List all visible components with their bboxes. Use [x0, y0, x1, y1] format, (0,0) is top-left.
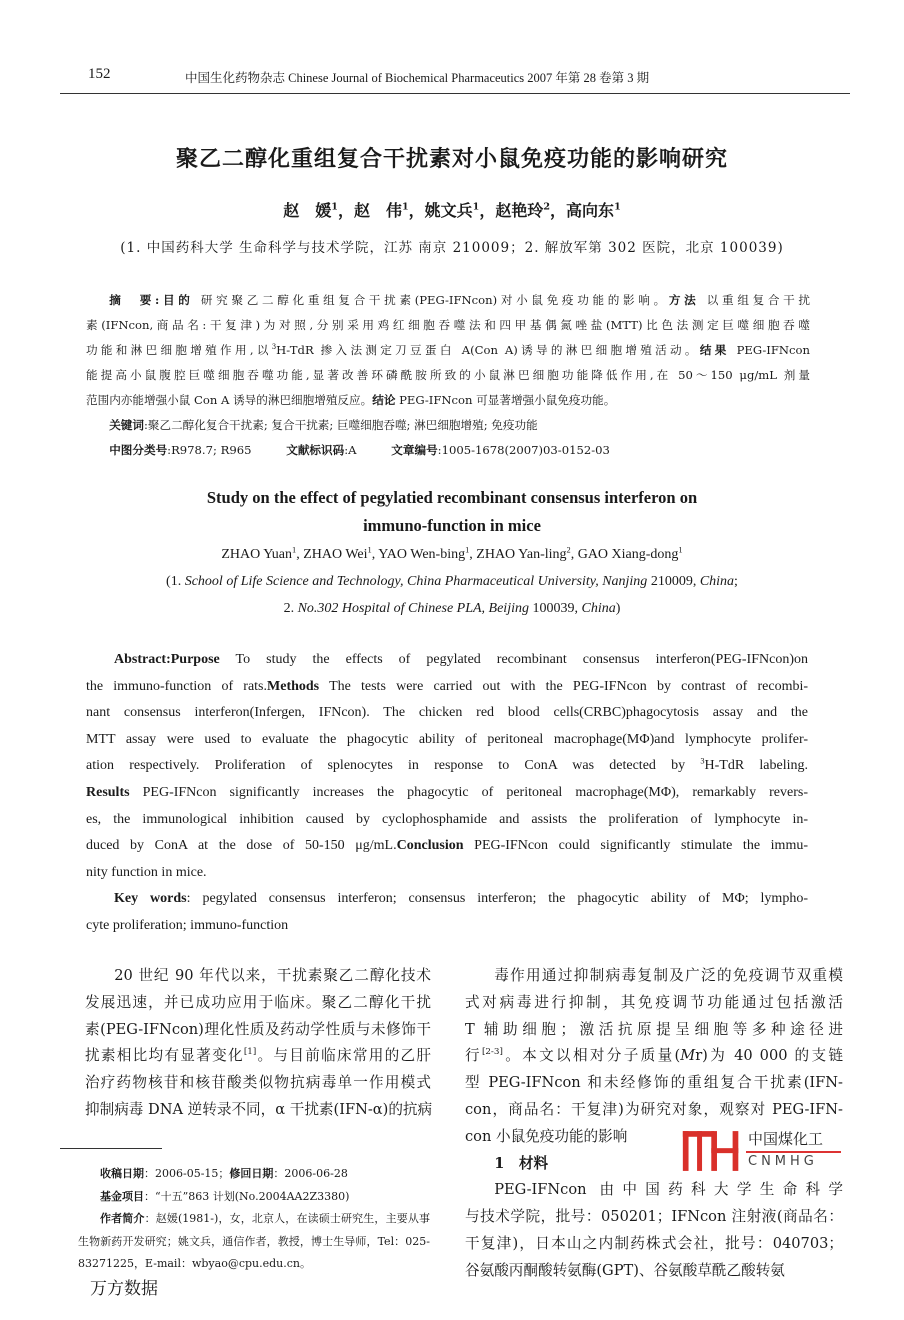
text-run: ;	[734, 574, 738, 589]
text-run: 扰素相比均有显著变化	[85, 1047, 244, 1065]
text-line	[465, 1231, 843, 1258]
text-run: , ZHAO Yan-ling	[469, 547, 567, 562]
text-run: School of Life Science and Technology, China Pharmaceutical University, Nanjing	[184, 574, 648, 589]
text-run: )	[615, 601, 621, 616]
text-run: 素(PEG-IFNcon)理化性质及药动学性质与未修饰干	[85, 1020, 431, 1038]
text-run: , ZHAO Wei	[296, 547, 368, 562]
text-line	[85, 963, 431, 990]
text-run: con 小鼠免疫功能的影响	[465, 1127, 628, 1145]
text-run: 83271225，E-mail：wbyao@cpu.edu.cn。	[78, 1257, 311, 1271]
logo-text-cn: 中国煤化工	[748, 1130, 824, 1148]
text-run: ation respectively. Proliferation of splenocytes in response to ConA was detected by	[86, 758, 701, 774]
text-run: 1	[614, 201, 621, 213]
text-run: :1005-1678(2007)03-0152-03	[437, 443, 610, 457]
text-run: China	[581, 601, 616, 616]
text-run: 修回日期	[229, 1167, 274, 1180]
text-run: 100039,	[528, 601, 582, 616]
paragraph	[465, 1177, 843, 1284]
text-run: r)为 40 000 的支链	[695, 1047, 843, 1065]
text-run: nant consensus interferon(Infergen, IFNcon). The chicken red blood cells(CRBC)phagocytosis assay and the	[86, 705, 808, 721]
text-line	[86, 413, 810, 438]
text-run: [2-3]	[481, 1047, 503, 1058]
text-run: 以重组复合干扰	[699, 293, 811, 307]
text-run: Methods	[267, 678, 320, 694]
text-run: 1	[292, 545, 297, 555]
text-run: , YAO Wen-bing	[371, 547, 466, 562]
text-run: 素(IFNcon,商品名:干复津)为对照,分别采用鸡红细胞吞噬法和四甲基偶氮唑盐(MTT)比色法测定巨噬细胞吞噬	[86, 318, 810, 332]
text-run: Conclusion	[396, 838, 464, 854]
text-run: cyte proliferation; immuno-function	[86, 917, 289, 933]
text-run: 收稿日期	[100, 1167, 144, 1180]
text-run: H-TdR labeling.	[704, 758, 809, 774]
text-run: 治疗药物核苷和核苷酸类似物抗病毒单一作用模式	[85, 1074, 431, 1092]
text-run: PEG-IFNcon	[729, 343, 810, 357]
logo-text-en: CNMHG	[748, 1154, 818, 1169]
footnotes	[78, 1163, 430, 1276]
text-run: 作者简介	[100, 1212, 145, 1226]
text-run: 范围内亦能增强小鼠 Con A 诱导的淋巴细胞增殖反应。	[86, 393, 373, 407]
text-line	[86, 313, 810, 338]
paragraph	[78, 1208, 430, 1276]
text-run: Results	[86, 784, 130, 800]
text-line	[86, 886, 808, 913]
text-run: T 辅助细胞；激活抗原提呈细胞等多种途径进	[465, 1020, 843, 1038]
text-line	[86, 674, 808, 701]
text-run: :聚乙二醇化复合干扰素; 复合干扰素; 巨噬细胞吞噬; 淋巴细胞增殖; 免疫功能	[143, 418, 538, 432]
english-authors-affiliations	[0, 541, 904, 622]
text-line	[465, 1258, 843, 1285]
english-title	[0, 484, 904, 540]
text-run: 型 PEG-IFNcon 和未经修饰的重组复合干扰素(IFN-	[465, 1074, 843, 1092]
text-line	[465, 1204, 843, 1231]
text-line	[86, 780, 808, 807]
text-line	[85, 990, 431, 1017]
paragraph	[86, 413, 810, 438]
text-run: [1]	[243, 1047, 257, 1058]
text-line	[85, 1097, 431, 1124]
text-line	[0, 568, 904, 595]
text-run: the immuno-function of rats.	[86, 678, 268, 694]
text-run: ：赵媛(1981-)，女，北京人，在读硕士研究生，主要从事	[144, 1212, 431, 1226]
body-column-right	[465, 963, 843, 1285]
text-line	[0, 484, 904, 512]
text-run: , GAO Xiang-dong	[570, 547, 679, 562]
text-run: 干复津)，日本山之内制药株式会社，批号：040703；	[465, 1234, 843, 1252]
text-line	[86, 363, 810, 388]
mh-logo-icon	[680, 1128, 744, 1174]
paragraph	[465, 963, 843, 1151]
text-run: To study the effects of pegylated recombinant consensus interferon(PEG-IFNcon)on	[219, 652, 808, 667]
text-line	[86, 913, 808, 940]
text-line	[465, 990, 843, 1017]
text-run: PEG-IFNcon 由中国药科大学生命科学	[494, 1181, 843, 1199]
text-line	[86, 288, 810, 313]
text-run: 与技术学院，批号：050201；IFNcon 注射液(商品名：	[465, 1208, 843, 1226]
text-run: ：2006-05-15；	[144, 1167, 230, 1180]
article-title: 聚乙二醇化重组复合干扰素对小鼠免疫功能的影响研究	[175, 147, 728, 172]
paragraph	[78, 1186, 430, 1209]
paragraph	[86, 438, 810, 463]
cnmhg-logo	[680, 1128, 845, 1174]
text-run: ，赵艳玲	[479, 201, 544, 220]
text-run: 1	[678, 545, 683, 555]
text-run: No.302 Hospital of Chinese PLA, Beijing	[297, 601, 529, 616]
text-line	[0, 541, 904, 568]
text-run: H-TdR 掺入法测定刀豆蛋白 A(Con A)诱导的淋巴细胞增殖活动。	[276, 343, 700, 357]
text-line	[85, 1043, 431, 1070]
text-line	[78, 1208, 430, 1231]
english-abstract	[86, 647, 808, 940]
text-run: 2.	[283, 601, 298, 616]
text-run: 文献标识码	[286, 443, 345, 457]
text-line	[78, 1253, 430, 1276]
text-run: 行	[465, 1047, 482, 1065]
text-run: 抑制病毒 DNA 逆转录不同，α 干扰素(IFN-α)的抗病	[85, 1100, 433, 1118]
author-affiliations: (1. 中国药科大学 生命科学与技术学院，江苏 南京 210009；2. 解放军第 302 医院，北京 100039)	[120, 240, 784, 256]
text-line	[86, 338, 810, 363]
text-run: 中图分类号	[109, 443, 168, 457]
text-run: The tests were carried out with the PEG-IFNcon by contrast of recombi-	[319, 678, 809, 694]
text-line	[0, 595, 904, 622]
text-run: 。与目前临床常用的乙肝	[256, 1047, 431, 1065]
text-run: 式对病毒进行抑制，其免疫调节功能通过包括激活	[465, 993, 843, 1011]
text-run: 关键词	[109, 418, 144, 432]
text-line	[86, 388, 810, 413]
text-line	[86, 647, 808, 674]
text-run: 3	[271, 343, 277, 352]
header-rule	[60, 93, 850, 94]
text-line	[465, 1043, 843, 1070]
logo-divider	[746, 1151, 841, 1153]
author-list	[0, 198, 904, 221]
text-run: 1	[465, 545, 470, 555]
text-run: 1	[472, 201, 480, 213]
text-run: ，赵 伟	[337, 201, 402, 220]
text-run: es, the immunological inhibition caused by cyclophosphamide and assists the proliferation of lymphocyte in-	[86, 811, 808, 827]
text-run: 摘 要:目的	[109, 293, 194, 307]
text-line	[465, 1070, 843, 1097]
paragraph	[86, 288, 810, 413]
text-line	[78, 1186, 430, 1209]
text-run: con，商品名：干复津)为研究对象，观察对 PEG-IFN-	[465, 1100, 843, 1118]
text-run: 210009,	[647, 574, 700, 589]
text-line	[86, 833, 808, 860]
text-line	[86, 807, 808, 834]
footnote-rule	[60, 1148, 162, 1149]
text-line	[86, 438, 810, 463]
text-run: China	[699, 574, 735, 589]
text-line	[85, 1017, 431, 1044]
text-run: nity function in mice.	[86, 864, 207, 880]
paragraph	[86, 647, 808, 886]
text-run: PEG-IFNcon could significantly stimulate the immu-	[463, 838, 808, 854]
text-line	[78, 1231, 430, 1254]
text-run: 发展迅速，并已成功应用于临床。聚乙二醇化干扰	[85, 993, 431, 1011]
text-run: ，高向东	[550, 201, 615, 220]
text-run: Study on the effect of pegylatied recombinant consensus interferon on	[206, 488, 698, 507]
text-run: Key words	[114, 891, 187, 907]
paragraph	[78, 1163, 430, 1186]
page-number: 152	[88, 66, 111, 82]
text-run: ：“十五”863 计划(No.2004AA2Z3380)	[144, 1189, 350, 1203]
text-line	[86, 727, 808, 754]
text-run: 1	[367, 545, 372, 555]
text-run: PEG-IFNcon significantly increases the phagocytic of peritoneal macrophage(MΦ), remarkably revers-	[129, 784, 808, 800]
text-run: 毒作用通过抑制病毒复制及广泛的免疫调节双重模	[494, 967, 843, 984]
text-run: 1 材料	[494, 1154, 549, 1172]
text-line	[86, 700, 808, 727]
text-run: 谷氨酸丙酮酸转氨酶(GPT)、谷氨酸草酰乙酸转氨	[465, 1261, 785, 1279]
text-run: 。本文以相对分子质量(	[502, 1047, 681, 1065]
text-run: :A	[344, 443, 392, 457]
wanfang-watermark: 万方数据	[90, 1279, 158, 1299]
text-run: 赵 媛	[283, 201, 332, 220]
text-run: 3	[700, 756, 705, 766]
text-run: :R978.7; R965	[167, 443, 287, 457]
text-run: ：2006-06-28	[273, 1167, 348, 1180]
text-line	[465, 963, 843, 990]
text-line	[86, 860, 808, 887]
text-line	[465, 1097, 843, 1124]
text-run: duced by ConA at the dose of 50-150 μg/mL.	[86, 838, 397, 854]
text-run: : pegylated consensus interferon; consensus interferon; the phagocytic ability of MΦ; lympho-	[186, 891, 808, 907]
paragraph	[86, 886, 808, 939]
paragraph	[85, 963, 431, 1124]
body-column-left	[85, 963, 431, 1124]
text-run: 生物新药开发研究；姚文兵，通信作者，教授，博士生导师，Tel：025-	[78, 1234, 430, 1248]
text-run: 20 世纪 90 年代以来，干扰素聚乙二醇化技术	[114, 967, 431, 984]
text-run: 文章编号	[391, 443, 438, 457]
text-run: PEG-IFNcon 可显著增强小鼠免疫功能。	[395, 393, 616, 407]
text-run: 结论	[372, 393, 396, 407]
text-run: 基金项目	[100, 1189, 144, 1203]
text-run: 2	[543, 201, 551, 213]
text-run: MTT assay were used to evaluate the phagocytic ability of peritoneal macrophage(MΦ)and lymphocyte prolifer-	[86, 731, 808, 747]
text-run: 1	[401, 201, 409, 213]
text-run: Abstract:Purpose	[114, 652, 220, 667]
text-run: M	[680, 1047, 696, 1065]
text-run: 结果	[699, 343, 730, 357]
text-run: ，姚文兵	[408, 201, 473, 220]
text-line	[85, 1070, 431, 1097]
text-line	[465, 1177, 843, 1204]
text-line	[0, 512, 904, 540]
text-run: 1	[331, 201, 338, 213]
text-run: 功能和淋巴细胞增殖作用,以	[86, 343, 272, 357]
text-run: immuno-function in mice	[363, 516, 541, 535]
chinese-abstract	[86, 288, 810, 463]
text-line	[465, 1017, 843, 1044]
text-line	[86, 753, 808, 780]
text-run: (1.	[166, 574, 185, 589]
text-line	[0, 198, 904, 221]
text-run: ZHAO Yuan	[221, 547, 293, 562]
text-run: 方法	[668, 293, 700, 307]
text-run: 2	[566, 545, 571, 555]
text-line	[78, 1163, 430, 1186]
text-run: 能提高小鼠腹腔巨噬细胞吞噬功能,显著改善环磷酰胺所致的小鼠淋巴细胞功能降低作用,在 50～150 μg/mL 剂量	[86, 368, 810, 382]
running-header-journal: 中国生化药物杂志 Chinese Journal of Biochemical Pharmaceutics 2007 年第 28 卷第 3 期	[185, 71, 650, 85]
text-run: 研究聚乙二醇化重组复合干扰素(PEG-IFNcon)对小鼠免疫功能的影响。	[193, 293, 669, 307]
